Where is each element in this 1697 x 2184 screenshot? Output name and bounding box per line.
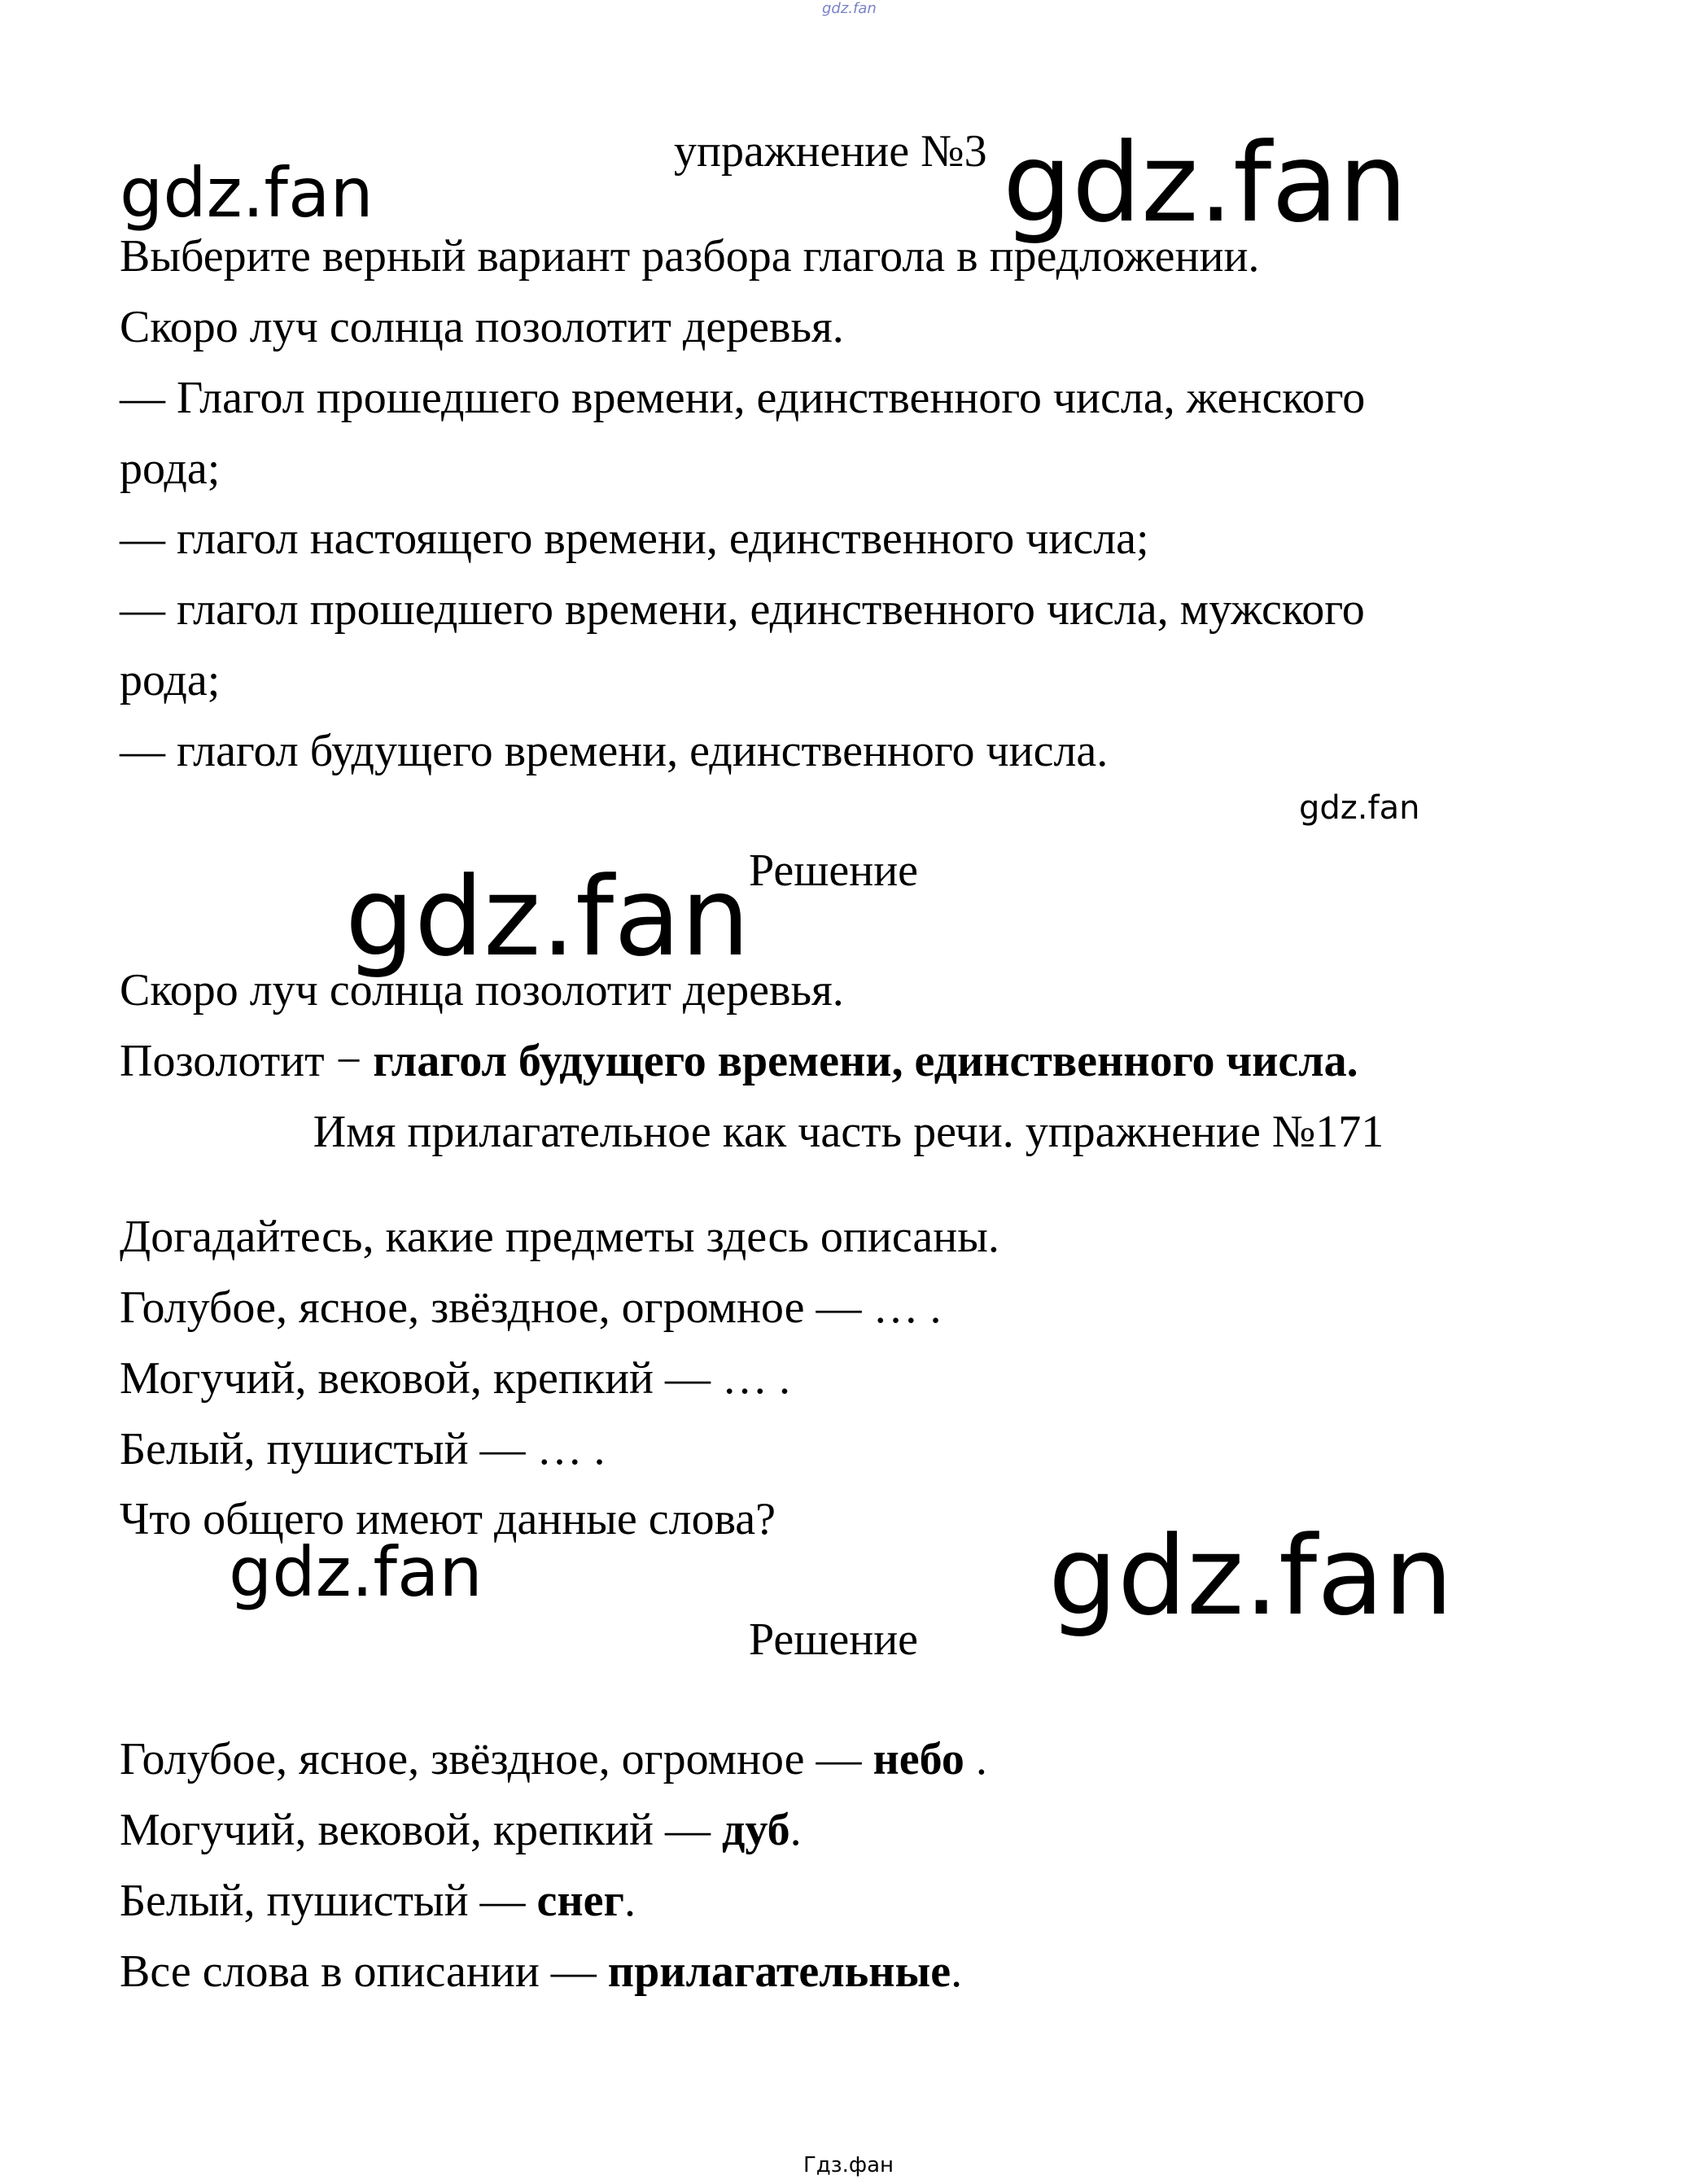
- exercise-1-option: — глагол настоящего времени, единственного числа;: [120, 513, 1149, 564]
- watermark: gdz.fan: [345, 854, 750, 981]
- top-watermark: gdz.fan: [822, 0, 877, 17]
- answer-word: небо: [873, 1734, 964, 1784]
- answer-prefix: Могучий, вековой, крепкий —: [120, 1805, 723, 1855]
- answer-prefix: Белый, пушистый —: [120, 1876, 537, 1926]
- exercise-2-item: Голубое, ясное, звёздное, огромное — … .: [120, 1282, 942, 1333]
- watermark: gdz.fan: [229, 1532, 483, 1612]
- exercise-1-title: упражнение №3: [674, 126, 987, 177]
- exercise-2-task: Догадайтесь, какие предметы здесь описаны.: [120, 1212, 999, 1262]
- exercise-1-option: рода;: [120, 443, 221, 494]
- exercise-1-option: — глагол будущего времени, единственного числа.: [120, 726, 1109, 776]
- answer-prefix: Голубое, ясное, звёздное, огромное —: [120, 1734, 873, 1784]
- exercise-2-answer: [120, 1878, 636, 1924]
- answer-suffix: .: [951, 1946, 963, 1997]
- footer-watermark: Гдз.фан: [803, 2153, 894, 2177]
- solution-prefix: Позолотит −: [120, 1036, 374, 1086]
- answer-word: снег: [536, 1876, 624, 1926]
- exercise-1-task: Выберите верный вариант разбора глагола в предложении.: [120, 231, 1260, 282]
- exercise-1-solution-sentence: Скоро луч солнца позолотит деревья.: [120, 965, 844, 1016]
- exercise-1-option: рода;: [120, 655, 221, 705]
- exercise-2-answer: [120, 1736, 987, 1782]
- exercise-1-option: — Глагол прошедшего времени, единственного числа, женского: [120, 373, 1366, 423]
- watermark: gdz.fan: [1048, 1513, 1454, 1640]
- answer-word: прилагательные: [607, 1946, 951, 1997]
- solution-answer-bold: глагол будущего времени, единственного числа.: [373, 1036, 1358, 1086]
- answer-word: дуб: [722, 1805, 790, 1855]
- exercise-2-title: Имя прилагательное как часть речи. упражнение №171: [313, 1107, 1384, 1157]
- exercise-1-solution-heading: Решение: [749, 845, 919, 896]
- exercise-2-answer: [120, 1807, 802, 1853]
- watermark: gdz.fan: [1003, 120, 1408, 247]
- watermark: gdz.fan: [120, 153, 374, 233]
- answer-suffix: .: [623, 1876, 636, 1926]
- exercise-1-option: — глагол прошедшего времени, единственного числа, мужского: [120, 584, 1365, 635]
- answer-suffix: .: [964, 1734, 987, 1784]
- exercise-2-item: Могучий, вековой, крепкий — … .: [120, 1353, 791, 1404]
- exercise-1-solution-answer: [120, 1038, 1358, 1084]
- exercise-1-sentence: Скоро луч солнца позолотит деревья.: [120, 302, 844, 352]
- answer-suffix: .: [789, 1805, 802, 1855]
- answer-prefix: Все слова в описании —: [120, 1946, 608, 1997]
- exercise-2-item: Белый, пушистый — … .: [120, 1424, 606, 1474]
- exercise-2-question: Что общего имеют данные слова?: [120, 1494, 776, 1544]
- watermark: gdz.fan: [1299, 789, 1420, 827]
- exercise-2-answer: [120, 1946, 963, 1997]
- exercise-2-solution-heading: Решение: [749, 1614, 919, 1665]
